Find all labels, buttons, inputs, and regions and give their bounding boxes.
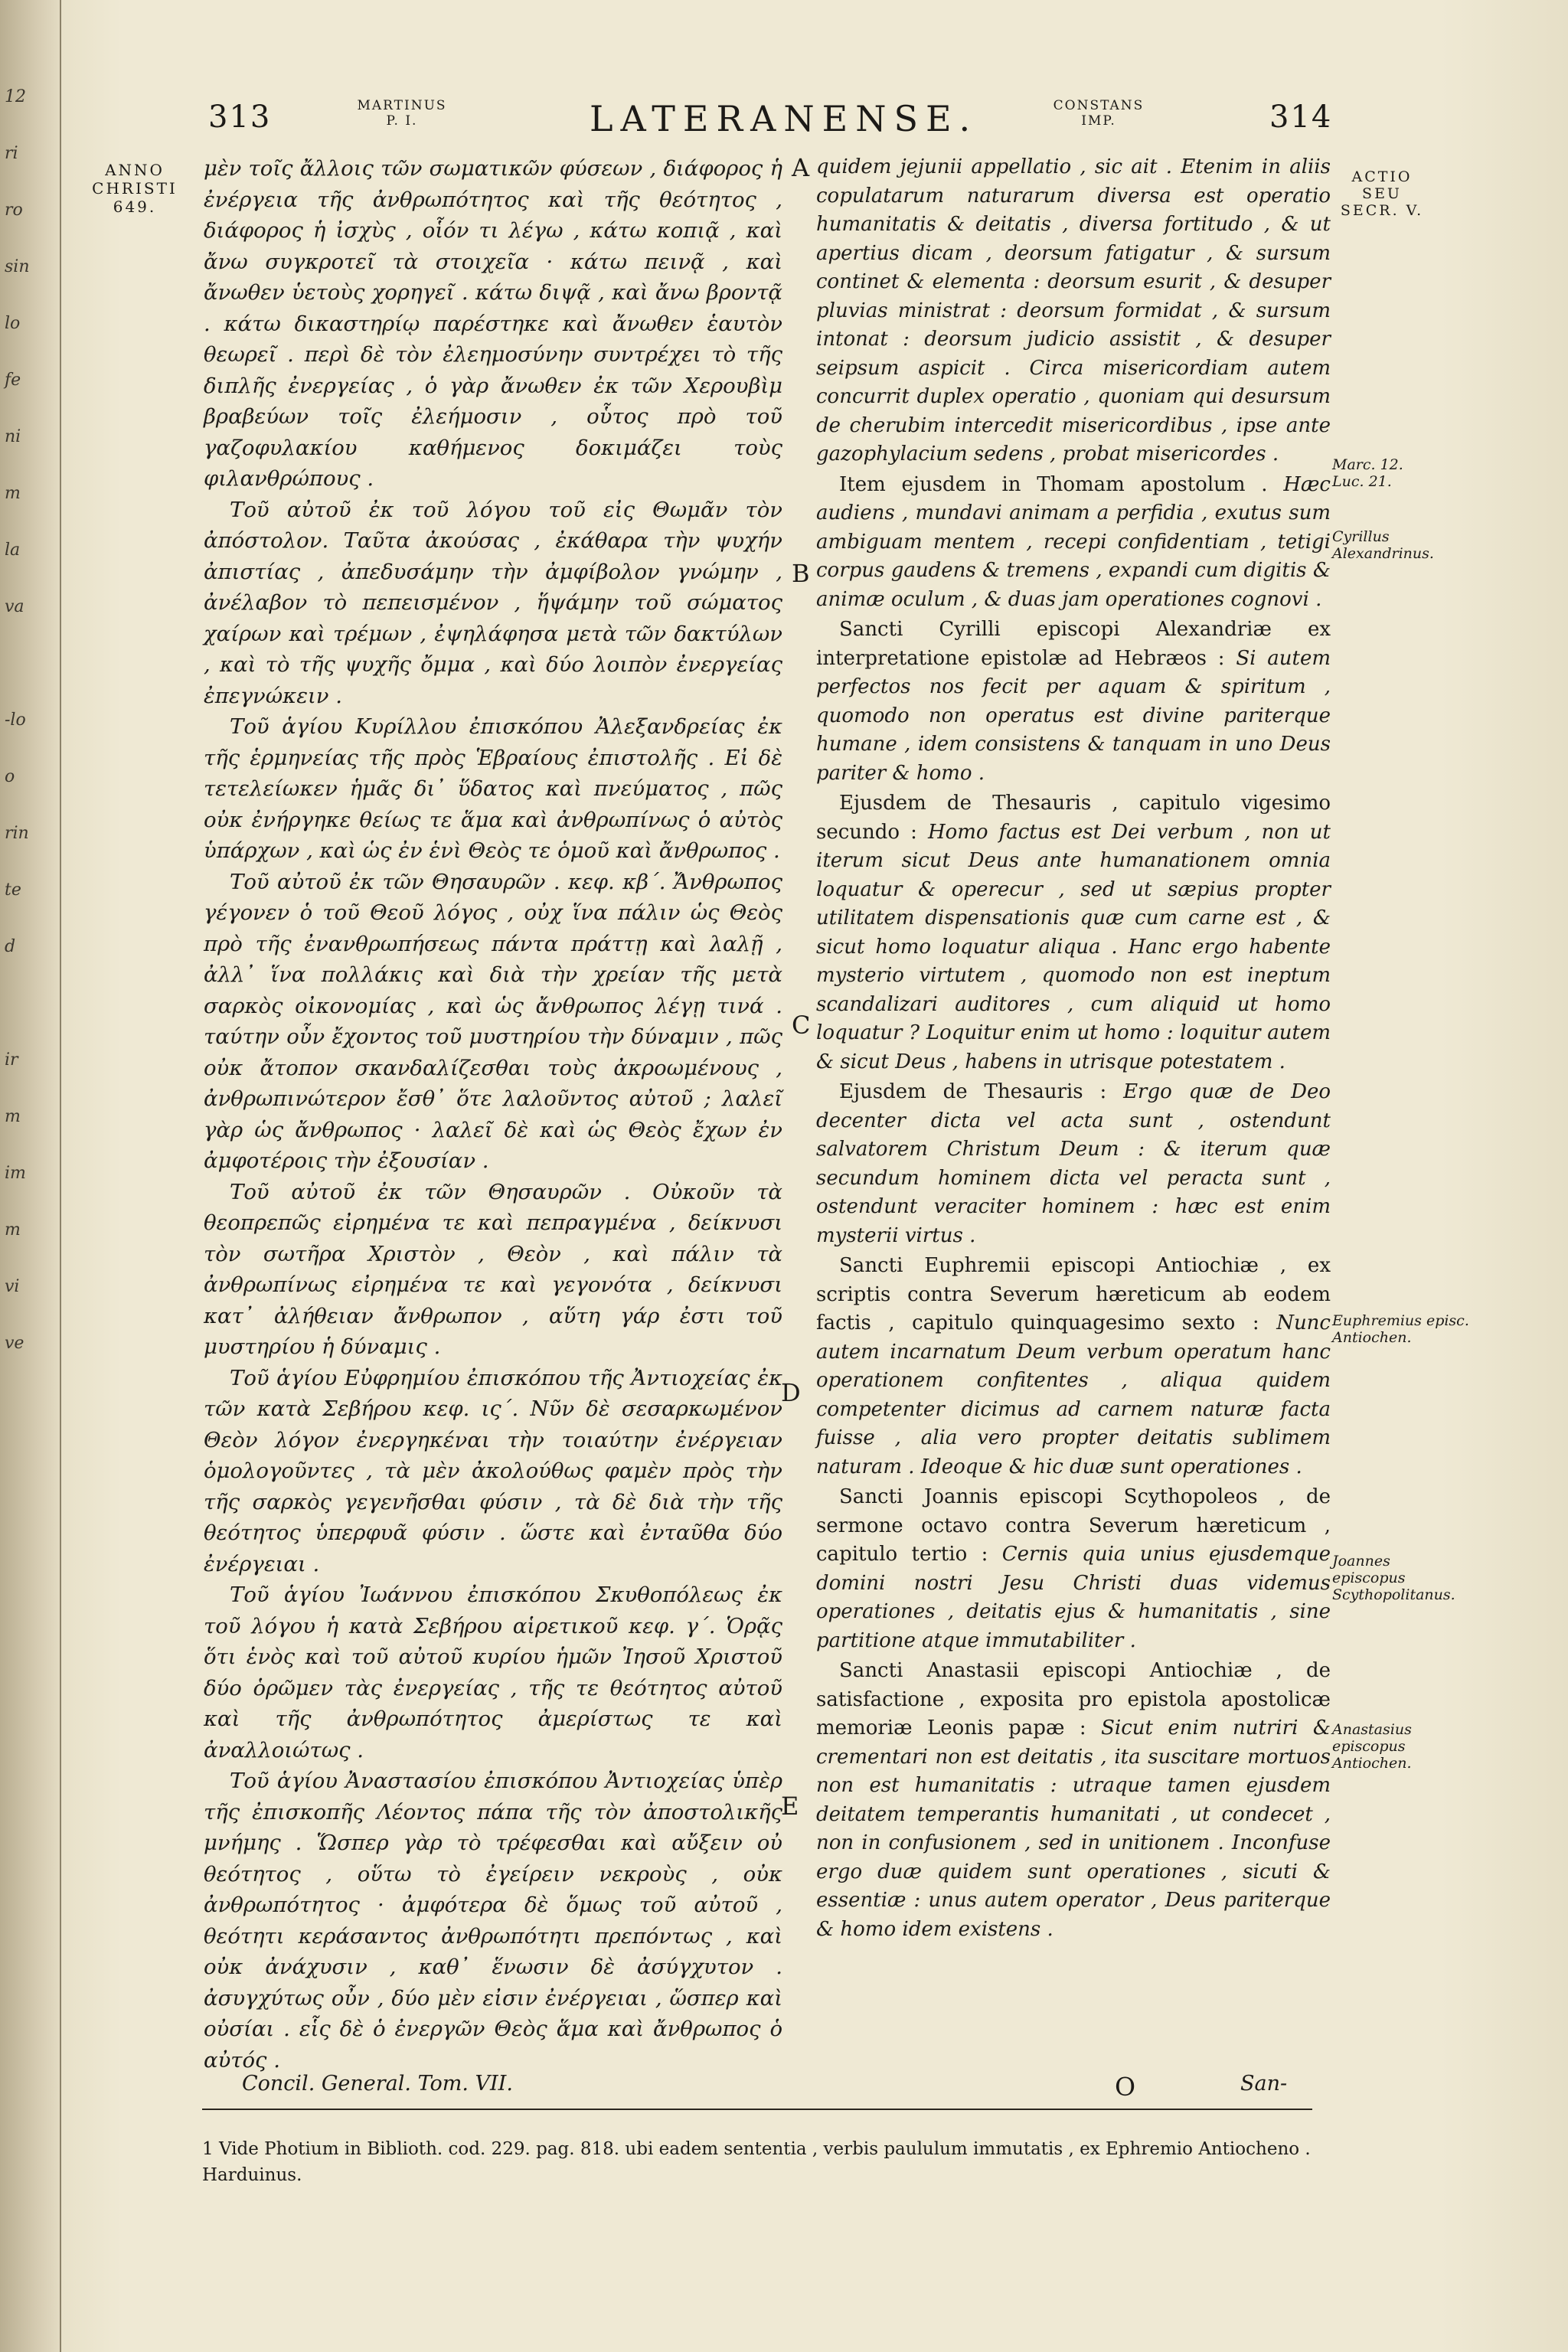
volume-signature: Concil. General. Tom. VII. [242, 2072, 513, 2096]
footnote-rule [202, 2109, 1312, 2110]
margin-note-actio: ACTIO SEU SECR. V. [1340, 168, 1424, 219]
section-letter-e: E [781, 1792, 799, 1821]
latin-paragraph-text: Si autem perfectos nos fecit per aquam & spiritum , quomodo non operatus est divine pariterque humane , idem consistens & tanquam in uno Deus pariter & homo . [816, 646, 1331, 785]
page-number-right: 314 [1269, 100, 1333, 135]
latin-paragraph-heading: Sancti Joannis episcopi Scythopoleos , de sermone octavo contra Severum hæreticum , capitulo tertio : [816, 1485, 1331, 1566]
latin-paragraph-heading: Sancti Cyrilli episcopi Alexandriæ ex interpretatione epistolæ ad Hebræos : [816, 618, 1331, 670]
latin-paragraph-text: Cernis quia unius ejusdemque domini nostri Jesu Christi duas videmus operationes , deitatis ejus & humanitatis , sine partitione atque immutabiliter . [816, 1543, 1331, 1652]
section-letter-a: A [792, 153, 810, 182]
page-footer [242, 2072, 1314, 2105]
latin-paragraph-text: Hæc audiens , mundavi animam a perfidia , exutus sum ambiguam mentem , recepi confidentiam , tetigi corpus gaudens & tremens , expandi cum digitis & animæ oculum , & duas jam operationes cognovi . [816, 472, 1331, 611]
latin-paragraph-text: quidem jejunii appellatio , sic ait . Etenim in aliis copulatarum naturarum diversa est operatio humanitatis & deitatis , diversa fortitudo , & ut apertius dicam , deorsum fatigatur , & sursum continet & elementa : deorsum esurit , & desuper pluvias ministrat : deorsum formidat , & sursum intonat : deorsum judicio assistit , & desuper seipsum aspicit . Circa misericordiam autem concurrit duplex operatio , quoniam qui desursum de cherubim intercedit misericordibus , ipse ante gazophylacium sedens , probat misericordes . [816, 155, 1331, 466]
latin-paragraph-text: Ergo quæ de Deo decenter dicta vel acta sunt , ostendunt salvatorem Christum Deum : & iterum quæ secundum hominem dicta vel peracta sunt , ostendunt veraciter hominem : hæc est enim mysterii virtus . [816, 1080, 1331, 1247]
facing-page-edge-text: 12 ri ro sin lo fe ni m la va -lo o rin te d ir m im m vi ve [5, 87, 30, 1353]
section-letter-d: D [781, 1378, 801, 1407]
facing-page-gutter [0, 0, 61, 2352]
latin-paragraph [816, 471, 1331, 615]
section-letter-b: B [792, 559, 810, 588]
header-pope: MARTINUS P. I. [357, 98, 447, 129]
catchword: San- [1240, 2072, 1288, 2096]
latin-paragraph [816, 1252, 1331, 1481]
page-header [0, 92, 1568, 145]
latin-paragraph [816, 1078, 1331, 1250]
latin-paragraph-heading: Sancti Anastasii episcopi Antiochiæ , de satisfactione , exposita pro epistola apostolicæ memoriæ Leonis papæ : [816, 1659, 1331, 1740]
latin-paragraph-heading: Ejusdem de Thesauris : [839, 1080, 1107, 1103]
greek-column [204, 153, 782, 2073]
margin-note-gospel-ref: Marc. 12. Luc. 21. [1332, 456, 1403, 490]
running-title: LATERANENSE. [590, 98, 978, 139]
latin-paragraph-heading: Ejusdem de Thesauris , capitulo vigesimo secundo : [816, 792, 1331, 844]
latin-paragraph-heading: Sancti Euphremii episcopi Antiochiæ , ex scriptis contra Severum hæreticum ab eodem factis , capitulo quinquagesimo sexto : [816, 1254, 1331, 1334]
margin-note-cyrillus: Cyrillus Alexandrinus. [1332, 528, 1434, 562]
greek-paragraph: Τοῦ αὐτοῦ ἐκ τῶν Θησαυρῶν . κεφ. κβ΄. Ἄνθρωπος γέγονεν ὁ τοῦ Θεοῦ λόγος , οὐχ ἵνα πάλιν ὡς Θεὸς πρὸ τῆς ἐνανθρωπήσεως πάντα πράττῃ καὶ λαλῇ , ἀλλ᾽ ἵνα πολλάκις καὶ διὰ τὴν χρείαν τῆς μετὰ σαρκὸς οἰκονομίας , καὶ ὡς ἄνθρωπος λέγῃ τινά . ταύτην οὖν ἔχοντος τοῦ μυστηρίου τὴν δύναμιν , πῶς οὐκ ἄτοπον σκανδαλίζεσθαι τοὺς ἀκροωμένους , ἀνθρωπινώτερον ἔσθ᾽ ὅτε λαλοῦντος αὐτοῦ ; λαλεῖ γὰρ ὡς ἄνθρωπος · λαλεῖ δὲ καὶ ὡς Θεὸς ἔχων ἐν ἀμφοτέροις τὴν ἐξουσίαν . [204, 869, 782, 1173]
greek-paragraph: Τοῦ ἁγίου Ἰωάννου ἐπισκόπου Σκυθοπόλεως ἐκ τοῦ λόγου ἡ κατὰ Σεβήρου αἱρετικοῦ κεφ. γ΄. Ὁρᾷς ὅτι ἑνὸς καὶ τοῦ αὐτοῦ κυρίου ἡμῶν Ἰησοῦ Χριστοῦ δύο ὁρῶμεν τὰς ἐνεργείας , τῆς τε θεότητος αὐτοῦ καὶ τῆς ἀνθρωπότητος ἀμερίστως τε καὶ ἀναλλοιώτως . [204, 1583, 782, 1762]
latin-paragraph [816, 616, 1331, 788]
year-note: ANNO CHRISTI 649. [92, 161, 178, 216]
gathering-signature: O [1115, 2072, 1136, 2102]
header-emperor: CONSTANS IMP. [1053, 98, 1145, 129]
greek-paragraph: Τοῦ ἁγίου Ἀναστασίου ἐπισκόπου Ἀντιοχείας ὑπὲρ τῆς ἐπισκοπῆς Λέοντος πάπα τῆς τὸν ἀποστολικῆς μνήμης . Ὥσπερ γὰρ τὸ τρέφεσθαι καὶ αὔξειν οὐ θεότητος , οὕτω τὸ ἐγείρειν νεκροὺς , οὐκ ἀνθρωπότητος · ἀμφότερα δὲ ὅμως τοῦ αὐτοῦ , θεότητι κεράσαντος ἀνθρωπότητι πρεπόντως , καὶ οὐκ ἀνάχυσιν , καθ᾽ ἕνωσιν δὲ ἀσύγχυτον . ἀσυγχύτως οὖν , δύο μὲν εἰσιν ἐνέργειαι , ὥσπερ καὶ οὐσίαι . εἷς δὲ ὁ ἐνεργῶν Θεὸς ἅμα καὶ ἄνθρωπος ὁ αὐτός . [204, 1769, 782, 2073]
latin-paragraph-heading: Item ejusdem in Thomam apostolum . [839, 472, 1268, 496]
greek-paragraph: μὲν τοῖς ἄλλοις τῶν σωματικῶν φύσεων , διάφορος ἡ ἐνέργεια τῆς ἀνθρωπότητος καὶ τῆς θεότητος , διάφορος ἡ ἰσχὺς , οἷόν τι λέγω , κάτω κοπιᾷ , καὶ ἄνω συγκροτεῖ τὰ στοιχεῖα · κάτω πεινᾷ , καὶ ἄνωθεν ὑετοὺς χορηγεῖ . κάτω διψᾷ , καὶ ἄνω βροντᾷ . κάτω δικαστηρίῳ παρέστηκε καὶ ἄνωθεν ἑαυτὸν θεωρεῖ . περὶ δὲ τὸν ἐλεημοσύνην συντρέχει τὸ τῆς διπλῆς ἐνεργείας , ὁ γὰρ ἄνωθεν ἐκ τῶν Χερουβὶμ βραβεύων τοῖς ἐλεήμοσιν , οὗτος πρὸ τοῦ γαζοφυλακίου καθήμενος δοκιμάζει τοὺς φιλανθρώπους . [204, 156, 782, 491]
margin-note-joannes: Joannes episcopus Scythopolitanus. [1332, 1553, 1455, 1603]
greek-paragraph: Τοῦ αὐτοῦ ἐκ τοῦ λόγου τοῦ εἰς Θωμᾶν τὸν ἀπόστολον. Ταῦτα ἀκούσας , ἐκάθαρα τὴν ψυχήν ἀπιστίας , ἀπεδυσάμην τὴν ἀμφίβολον γνώμην , ἀνέλαβον τὸ πεπεισμένον , ἥψάμην τοῦ σώματος χαίρων καὶ τρέμων , ἐψηλάφησα μετὰ τῶν δακτύλων , καὶ τὸ τῆς ψυχῆς ὄμμα , καὶ δύο λοιπὸν ἐνεργείας ἐπεγνώκειν . [204, 497, 782, 708]
latin-paragraph-text: Sicut enim nutriri & crementari non est deitatis , ita suscitare mortuos non est humanitatis : utraque tamen ejusdem deitatem temperantis humanitati , ut condecet , non in confusionem , sed in unitionem . Inconfuse ergo duæ quidem sunt operationes , sicuti & essentiæ : unus autem operator , Deus pariterque & homo idem existens . [816, 1717, 1331, 1941]
greek-paragraph: Τοῦ αὐτοῦ ἐκ τῶν Θησαυρῶν . Οὐκοῦν τὰ θεοπρεπῶς εἰρημένα τε καὶ πεπραγμένα , δείκνυσι τὸν σωτῆρα Χριστὸν , Θεὸν , καὶ πάλιν τὰ ἀνθρωπίνως εἰρημένα τε καὶ γεγονότα , δείκνυσι κατ᾽ ἀλήθειαν ἄνθρωπον , αὕτη γάρ ἐστι τοῦ μυστηρίου ἡ δύναμις . [204, 1179, 782, 1359]
margin-note-anastasius: Anastasius episcopus Antiochen. [1332, 1721, 1412, 1772]
greek-paragraph: Τοῦ ἁγίου Κυρίλλου ἐπισκόπου Ἀλεξανδρείας ἐκ τῆς ἑρμηνείας τῆς πρὸς Ἑβραίους ἐπιστολῆς . Εἰ δὲ τετελείωκεν ἡμᾶς δι᾽ ὕδατος καὶ πνεύματος , πῶς οὐκ ἐνήργηκε θείως τε ἅμα καὶ ἀνθρωπίνως ὁ αὐτὸς ὑπάρχων , καὶ ὡς ἐν ἑνὶ Θεὸς τε ὁμοῦ καὶ ἄνθρωπος . [204, 714, 782, 863]
footnote: 1 Vide Photium in Biblioth. cod. 229. pag. 818. ubi eadem sententia , verbis paululum immutatis , ex Ephremio Antiocheno . Harduinus. [202, 2139, 1311, 2185]
latin-paragraph-text: Nunc autem incarnatum Deum verbum operatum hanc operationem confitentes , aliqua quidem competenter dicimus ad carnem naturæ facta fuisse , alia vero propter deitatis sublimem naturam . Ideoque & hic duæ sunt operationes . [816, 1312, 1331, 1478]
margin-note-euphremius: Euphremius episc. Antiochen. [1332, 1312, 1469, 1346]
latin-paragraph [816, 153, 1331, 469]
latin-paragraph [816, 1657, 1331, 1944]
page-number-left: 313 [208, 100, 272, 135]
section-letter-c: C [792, 1011, 811, 1040]
latin-column [816, 153, 1331, 2006]
greek-paragraph: Τοῦ ἁγίου Εὐφρημίου ἐπισκόπου τῆς Ἀντιοχείας ἐκ τῶν κατὰ Σεβήρου κεφ. ις΄. Νῦν δὲ σεσαρκωμένον Θεὸν λόγον ἐνεργηκέναι τὴν τοιαύτην ἐνέργειαν ὁμολογοῦντες , τὰ μὲν ἀκολούθως φαμὲν πρὸς τὴν τῆς σαρκὸς γεγενῆσθαι φύσιν , τὰ δὲ διὰ τὴν τῆς θεότητος ὑπερφυᾶ φύσιν . ὥστε καὶ ἐνταῦθα δύο ἐνέργειαι . [204, 1365, 782, 1576]
latin-paragraph [816, 789, 1331, 1076]
latin-paragraph [816, 1483, 1331, 1655]
latin-paragraph-text: Homo factus est Dei verbum , non ut iterum sicut Deus ante humanationem omnia loquatur & operecur , sed ut sæpius propter utilitatem dispensationis quæ cum carne est , & sicut homo loquatur aliqua . Hanc ergo habente mysterio virtutem , quomodo non est ineptum scandalizari auditores , cum aliquid ut homo loquatur ? Loquitur enim ut homo : loquitur autem & sicut Deus , habens in utrisque potestatem . [816, 820, 1331, 1073]
